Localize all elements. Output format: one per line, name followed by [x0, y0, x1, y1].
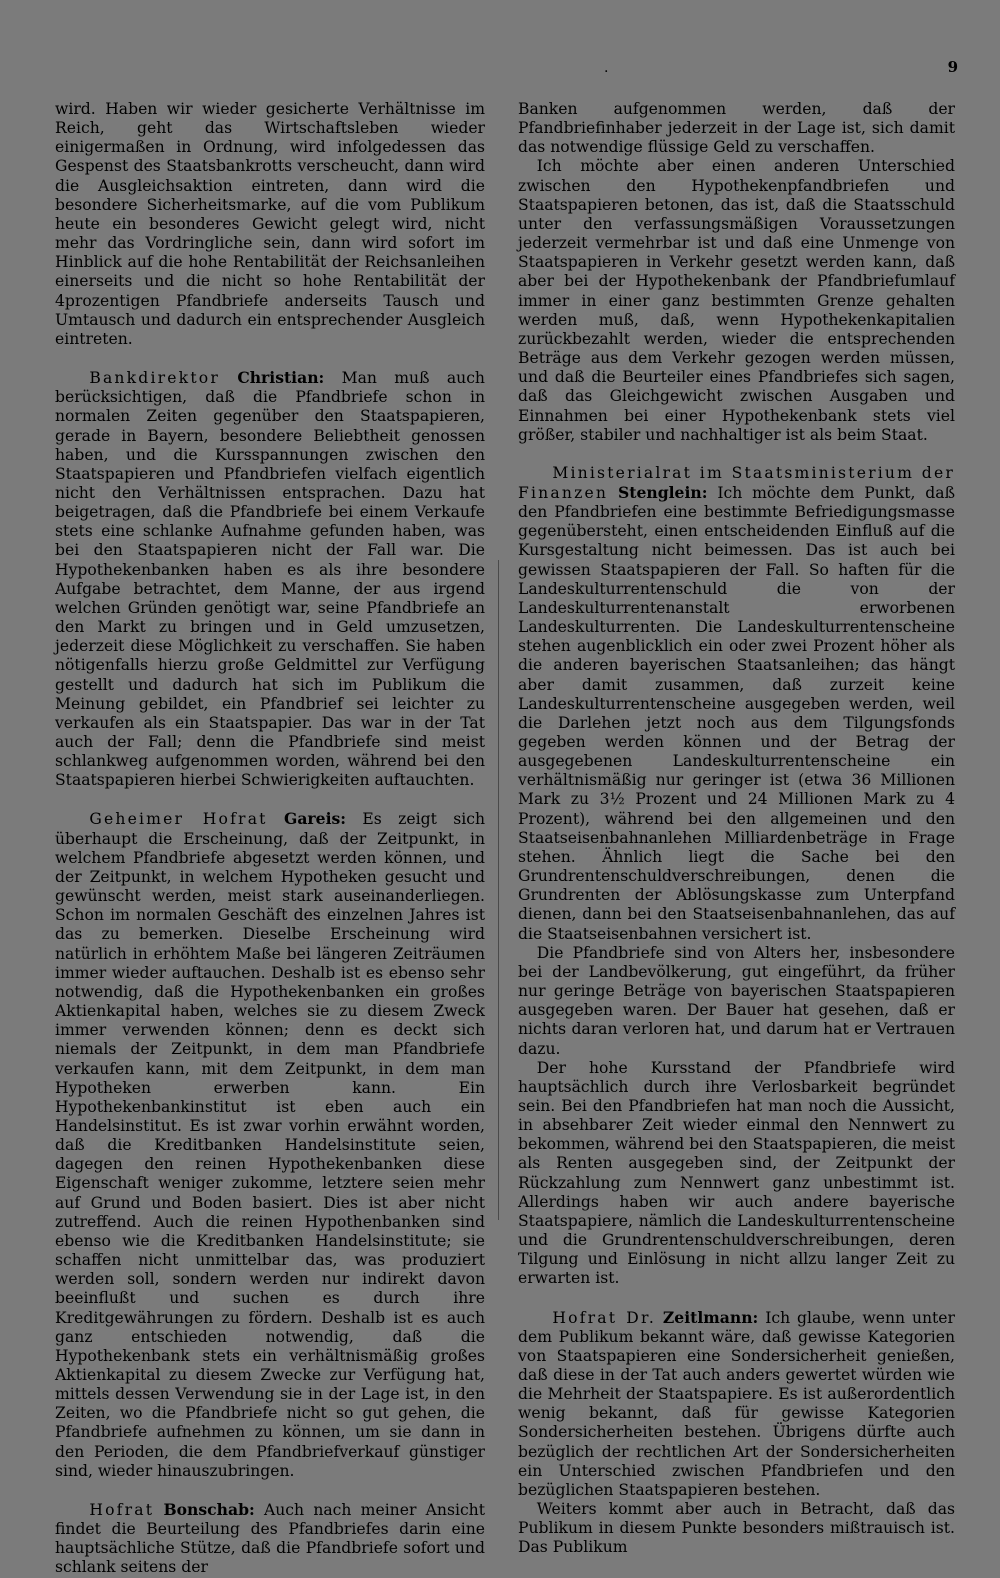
paragraph: Weiters kommt aber auch in Betracht, daß das Publikum in diesem Punkte besonders mißtrauisch ist. Das Publikum	[518, 1500, 955, 1557]
speech-stenglein	[518, 464, 955, 944]
speech-text: Man muß auch berücksichtigen, daß die Pfandbriefe schon in normalen Zeiten gegenüber den Staatspapieren, gerade in Bayern, besondere Beliebtheit genossen haben, und die Kursspannungen zwischen den Staatspapieren und Pfandbriefen vielfach eigentlich nicht den Verhältnissen entsprachen. Dazu hat beigetragen, daß die Pfandbriefe bei einem Verkaufe stets eine schlanke Aufnahme gefunden haben, was bei den Staatspapieren nicht der Fall war. Die Hypothekenbanken haben es als ihre besondere Aufgabe betrachtet, dem Manne, der aus irgend welchen Gründen genötigt war, seine Pfandbriefe an den Markt zu bringen und in Geld umzusetzen, jederzeit diese Möglichkeit zu verschaffen. Sie haben nötigenfalls hierzu große Geldmittel zur Verfügung gestellt und dadurch hat sich im Publikum die Meinung gebildet, ein Pfandbrief sei leichter zu verkaufen als ein Staatspapier. Das war in der Tat auch der Fall; denn die Pfandbriefe sind meist schlankweg aufgenommen worden, während bei den Staatspapieren hierbei Schwierigkeiten auftauchten.	[55, 369, 485, 790]
speaker-title: Bankdirektor	[89, 369, 220, 388]
left-column	[55, 100, 485, 1578]
paragraph-continuation: Banken aufgenommen werden, daß der Pfandbriefinhaber jederzeit in der Lage ist, sich damit das notwendige flüssige Geld zu verschaffen.	[518, 100, 955, 157]
speaker-name: Bonschab:	[163, 1499, 255, 1519]
speech-text: Es zeigt sich überhaupt die Erscheinung, daß der Zeitpunkt, in welchem Pfandbriefe abgesetzt werden können, und der Zeitpunkt, in welchem Hypotheken gesucht und gewünscht werden, meist stark auseinanderliegen. Schon im normalen Geschäft des einzelnen Jahres ist das zu bemerken. Dieselbe Erscheinung wird natürlich in erhöhtem Maße bei längeren Zeiträumen immer wieder auftauchen. Deshalb ist es ebenso sehr notwendig, daß die Hypothekenbanken ein großes Aktienkapital haben, welches sie zu diesem Zweck immer verwenden können; denn es deckt sich niemals der Zeitpunkt, in dem man Pfandbriefe verkaufen kann, mit dem Zeitpunkt, in dem man Hypotheken erwerben kann. Ein Hypothekenbankinstitut ist eben auch ein Handelsinstitut. Es ist zwar vorhin erwähnt worden, daß die Kreditbanken Handelsinstitute seien, dagegen den reinen Hypothekenbanken diese Eigenschaft weniger zukomme, letztere seien mehr auf Grund und Boden basiert. Dies ist aber nicht zutreffend. Auch die reinen Hypothenbanken sind ebenso wie die Kreditbanken Handelsinstitute; sie schaffen nicht unmittelbar das, was produziert werden soll, sondern werden nur indirekt davon beeinflußt und suchen es durch ihre Kreditgewährungen zu fördern. Deshalb ist es auch ganz entschieden notwendig, daß die Hypothekenbank stets ein verhältnismäßig großes Aktienkapital zu diesem Zwecke zur Verfügung hat, mittels dessen Verwendung sie in der Lage ist, in den Zeiten, wo die Pfandbriefe nicht so gut gehen, die Pfandbriefe aufnehmen zu können, um sie dann in den Perioden, die dem Pfandbriefverkauf günstiger sind, wieder hinauszubringen.	[55, 810, 485, 1480]
column-divider	[498, 560, 499, 1220]
paragraph-continuation: wird. Haben wir wieder gesicherte Verhältnisse im Reich, geht das Wirtschaftsleben wieder einigermaßen in Ordnung, wird infolgedessen das Gespenst des Staatsbankrotts verscheucht, dann wird die Ausgleichsaktion eintreten, dann wird die besondere Sicherheitsmarke, auf die vom Publikum heute ein besonderes Gewicht gelegt wird, nicht mehr das Vordringliche sein, dann wird sofort im Hinblick auf die hohe Rentabilität der Reichsanleihen einerseits und die nicht so hohe Rentabilität der 4prozentigen Pfandbriefe anderseits Tausch und Umtausch und dadurch ein entsprechender Ausgleich eintreten.	[55, 100, 485, 348]
speech-text: Ich möchte dem Punkt, daß den Pfandbriefen eine bestimmte Befriedigungsmasse gegenübersteht, einen entscheidenden Einfluß auf die Kursgestaltung nicht beimessen. Das ist auch bei gewissen Staatspapieren der Fall. So haften für die Landeskulturrentenschuld die von der Landeskulturrentenanstalt erworbenen Landeskulturrenten. Die Landeskulturrentenscheine stehen augenblicklich ein oder zwei Prozent höher als die anderen bayerischen Staatsanleihen; das hängt aber damit zusammen, daß zurzeit keine Landeskulturrentenscheine ausgegeben werden, weil die Darlehen jetzt noch aus dem Tilgungsfonds gegeben werden können und der Betrag der ausgegebenen Landeskulturrentenscheine ein verhältnismäßig nur geringer ist (etwa 36 Millionen Mark zu 3½ Prozent und 24 Millionen Mark zu 4 Prozent), während bei den allgemeinen und den Staatseisenbahnanlehen Milliardenbeträge in Frage stehen. Ähnlich liegt die Sache bei den Grundrentenschuldverschreibungen, denen die Grundrenten der Ablösungskasse zum Unterpfand dienen, dann bei den Staatseisenbahnanlehen, das auf die Staatseisenbahnen versichert ist.	[518, 483, 955, 943]
speaker-title: Hofrat	[89, 1500, 155, 1519]
speaker-name: Zeitlmann:	[662, 1307, 759, 1327]
speaker-name: Christian:	[237, 368, 325, 388]
right-column	[518, 100, 955, 1558]
speaker-name: Stenglein:	[618, 482, 708, 502]
speaker-title: Hofrat Dr.	[552, 1308, 657, 1327]
speech-bonschab	[55, 1500, 485, 1578]
speech-text: Ich glaube, wenn unter dem Publikum bekannt wäre, daß gewisse Kategorien von Staatspapieren eine Sondersicherheit genießen, daß diese in der Tat auch anders gewertet würden wie die Mehrheit der Staatspapiere. Es ist außerordentlich wenig bekannt, daß für gewisse Kategorien Sondersicherheiten bestehen. Übrigens dürfte auch bezüglich der rechtlichen Art der Sondersicherheiten ein Unterschied zwischen Pfandbriefen und den bezüglichen Staatspapieren bestehen.	[518, 1308, 955, 1499]
paragraph: Ich möchte aber einen anderen Unterschied zwischen den Hypothekenpfandbriefen und Staatspapieren betonen, das ist, daß die Staatsschuld unter den verfassungsmäßigen Voraussetzungen jederzeit vermehrbar ist und daß eine Unmenge von Staatspapieren in Verkehr gesetzt werden kann, daß aber bei der Hypothekenbank der Pfandbriefumlauf immer in einer ganz bestimmten Grenze gehalten werden muß, daß, wenn Hypothekenkapitalien zurückbezahlt werden, wieder die entsprechenden Beträge aus dem Verkehr gezogen werden müssen, und daß die Beurteiler eines Pfandbriefes sich sagen, daß das Gleichgewicht zwischen Ausgaben und Einnahmen bei einer Hypothekenbank stets viel größer, stabiler und nachhaltiger ist als beim Staat.	[518, 157, 955, 444]
speaker-name: Gareis:	[284, 809, 347, 829]
page-mark: .	[604, 60, 609, 76]
speech-christian	[55, 368, 485, 790]
speech-text: Auch nach meiner Ansicht findet die Beurteilung des Pfandbriefes darin eine hauptsächliche Stütze, daß die Pfandbriefe sofort und schlank seitens der	[55, 1500, 485, 1577]
speech-gareis	[55, 809, 485, 1480]
paragraph: Der hohe Kursstand der Pfandbriefe wird hauptsächlich durch ihre Verlosbarkeit begründet sein. Bei den Pfandbriefen hat man noch die Aussicht, in absehbarer Zeit wieder einmal den Nennwert zu bekommen, während bei den Staatspapieren, die meist als Renten ausgegeben sind, der Zeitpunkt der Rückzahlung zum Nennwert ganz unbestimmt ist. Allerdings haben wir auch andere bayerische Staatspapiere, nämlich die Landeskulturrentenscheine und die Grundrentenschuldverschreibungen, deren Tilgung und Einlösung in nicht allzu langer Zeit zu erwarten ist.	[518, 1058, 955, 1288]
page-number: 9	[947, 58, 958, 76]
paragraph: Die Pfandbriefe sind von Alters her, insbesondere bei der Landbevölkerung, gut eingeführt, da früher nur geringe Beträge von bayerischen Staatspapieren ausgegeben waren. Der Bauer hat gesehen, daß er nichts daran verloren hat, und darum hat er Vertrauen dazu.	[518, 943, 955, 1058]
speaker-title: Ministerialrat im Staatsministerium der Finanzen	[518, 463, 955, 502]
speaker-title: Geheimer Hofrat	[89, 810, 268, 829]
speech-zeitlmann	[518, 1308, 955, 1501]
